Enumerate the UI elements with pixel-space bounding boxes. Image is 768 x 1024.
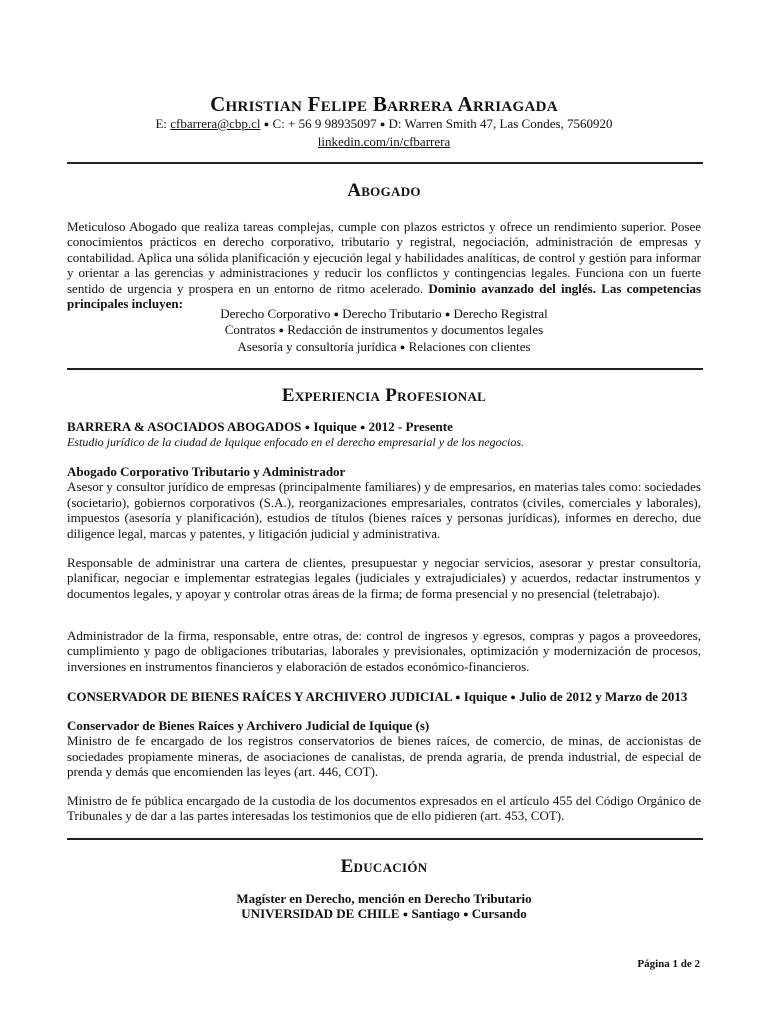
phone-text: C: + 56 9 98935097: [272, 116, 377, 131]
competencies-list: [67, 306, 701, 355]
job-header: [67, 689, 701, 705]
competency-line: [67, 322, 701, 338]
competency-line: [67, 306, 701, 322]
job-company: BARRERA & ASOCIADOS ABOGADOS: [67, 419, 302, 434]
email-label: E:: [155, 116, 167, 131]
summary-text: Meticuloso Abogado que realiza tareas complejas, cumple con plazos estrictos y ofrece un rendimiento superior. Posee conocimientos prácticos en derecho corporativo, tributario y registral, negociación, administración de empresas y contabilidad. Aplica una sólida planificación y ejecución legal y habilidades analíticas, de control y gestión para informar y orientar a las gerencias y administraciones y reducir los conflictos y contingencias legales. Funciona con un fuerte sentido de urgencia y prospera en un entorno de ritmo acelerado.: [67, 219, 701, 296]
separator-dot: ●: [333, 309, 340, 319]
separator-dot: ●: [379, 119, 386, 129]
profile-summary: [67, 219, 701, 311]
separator-dot: ●: [455, 692, 461, 702]
job-dates: 2012 - Presente: [368, 419, 453, 434]
competency-line: [67, 339, 701, 355]
experience-title: Experiencia Profesional: [281, 385, 487, 406]
competency-item: Derecho Registral: [453, 306, 548, 321]
candidate-name: Christian Felipe Barrera Arriagada: [210, 92, 558, 116]
linkedin-link[interactable]: linkedin.com/in/cfbarrera: [317, 134, 451, 149]
job-role: Abogado Corporativo Tributario y Administrador: [67, 464, 346, 479]
job-company: CONSERVADOR DE BIENES RAÍCES Y ARCHIVERO JUDICIAL: [67, 689, 452, 704]
job-description: Estudio jurídico de la ciudad de Iquique enfocado en el derecho empresarial y de los negocios.: [67, 435, 525, 450]
divider: [67, 162, 703, 164]
summary-bold-text: Dominio avanzado del inglés. Las competencias principales incluyen:: [67, 280, 701, 312]
job-header: [67, 419, 701, 451]
divider: [67, 838, 703, 840]
separator-dot: ●: [304, 422, 311, 432]
job-details: [67, 464, 701, 541]
separator-dot: ●: [263, 119, 270, 129]
separator-dot: ●: [359, 422, 366, 432]
job-company-line: [67, 419, 701, 435]
separator-dot: ●: [278, 325, 285, 336]
separator-dot: ●: [402, 909, 409, 920]
email-link[interactable]: cfbarrera@cbp.cl: [170, 116, 261, 131]
competency-item: Relaciones con clientes: [408, 338, 531, 354]
page-number: Página 1 de 2: [637, 958, 700, 970]
address-text: D: Warren Smith 47, Las Condes, 7560920: [388, 116, 613, 131]
divider: [67, 368, 703, 370]
separator-dot: ●: [444, 309, 451, 319]
education-institution: UNIVERSIDAD DE CHILE: [241, 906, 400, 922]
job-company-line: [67, 689, 701, 705]
profile-title: Abogado: [347, 180, 421, 201]
competency-item: Contratos: [224, 322, 276, 338]
separator-dot: ●: [463, 909, 469, 920]
education-institution-line: [67, 906, 701, 922]
competency-item: Derecho Corporativo: [220, 306, 331, 321]
job-paragraph: Ministro de fe encargado de los registros conservatorios de bienes raíces, de comercio, de minas, de accionistas de sociedades propiamente mineras, de asociaciones de canalistas, de prenda agraria, de prenda industrial, de especial de prenda y demás que encomienden las leyes (art. 446, COT).: [67, 733, 701, 780]
job-details: [67, 718, 701, 780]
job-role: Conservador de Bienes Raíces y Archivero Judicial de Iquique (s): [67, 718, 430, 733]
job-paragraph: Asesor y consultor jurídico de empresas (principalmente familiares) y de empresarios, en materias tales como: sociedades (societario), gobiernos corporativos (S.A.), reorganizaciones empresariales, contratos (civiles, comerciales y laborales), impuestos (asesoría y planificación), estudios de títulos (bienes raíces y personas jurídicas), informes en derecho, due diligence legal, marcas y patentes, y litigación judicial y administrativa.: [67, 479, 701, 541]
job-paragraph: Administrador de la firma, responsable, entre otras, de: control de ingresos y egresos, compras y pagos a proveedores, cumplimiento y pago de obligaciones tributarias, laborales y previsionales, optimización y modernización de procesos, inversiones en instrumentos financieros y elaboración de estados económico-financieros.: [67, 628, 701, 674]
competency-item: Derecho Tributario: [342, 306, 442, 321]
education-location: Santiago: [411, 906, 460, 922]
separator-dot: ●: [510, 692, 516, 702]
contact-block: [0, 115, 768, 150]
education-entry: [67, 891, 701, 923]
job-paragraph: Responsable de administrar una cartera de clientes, presupuestar y negociar servicios, asesorar y prestar consultoría, planificar, negociar e implementar estrategias legales (judiciales y extrajudiciales) y acuerdos, redactar instrumentos y documentos legales, y apoyar y controlar otras áreas de la firma; de forma presencial y no presencial (teletrabajo).: [67, 555, 701, 601]
job-paragraph: Ministro de fe pública encargado de la custodia de los documentos expresados en el artículo 455 del Código Orgánico de Tribunales y de dar a las partes interesadas los testimonios que de ello pidieren (art. 453, COT).: [67, 793, 701, 824]
job-dates: Julio de 2012 y Marzo de 2013: [519, 689, 688, 704]
separator-dot: ●: [399, 341, 406, 352]
competency-item: Redacción de instrumentos y documentos legales: [287, 322, 544, 338]
job-location: Iquique: [313, 419, 357, 434]
education-title: Educación: [340, 856, 428, 877]
education-degree: Magíster en Derecho, mención en Derecho Tributario: [236, 891, 532, 906]
education-status: Cursando: [471, 906, 527, 922]
contact-line: [0, 115, 768, 133]
job-location: Iquique: [463, 689, 508, 704]
competency-item: Asesoría y consultoría jurídica: [237, 338, 397, 354]
